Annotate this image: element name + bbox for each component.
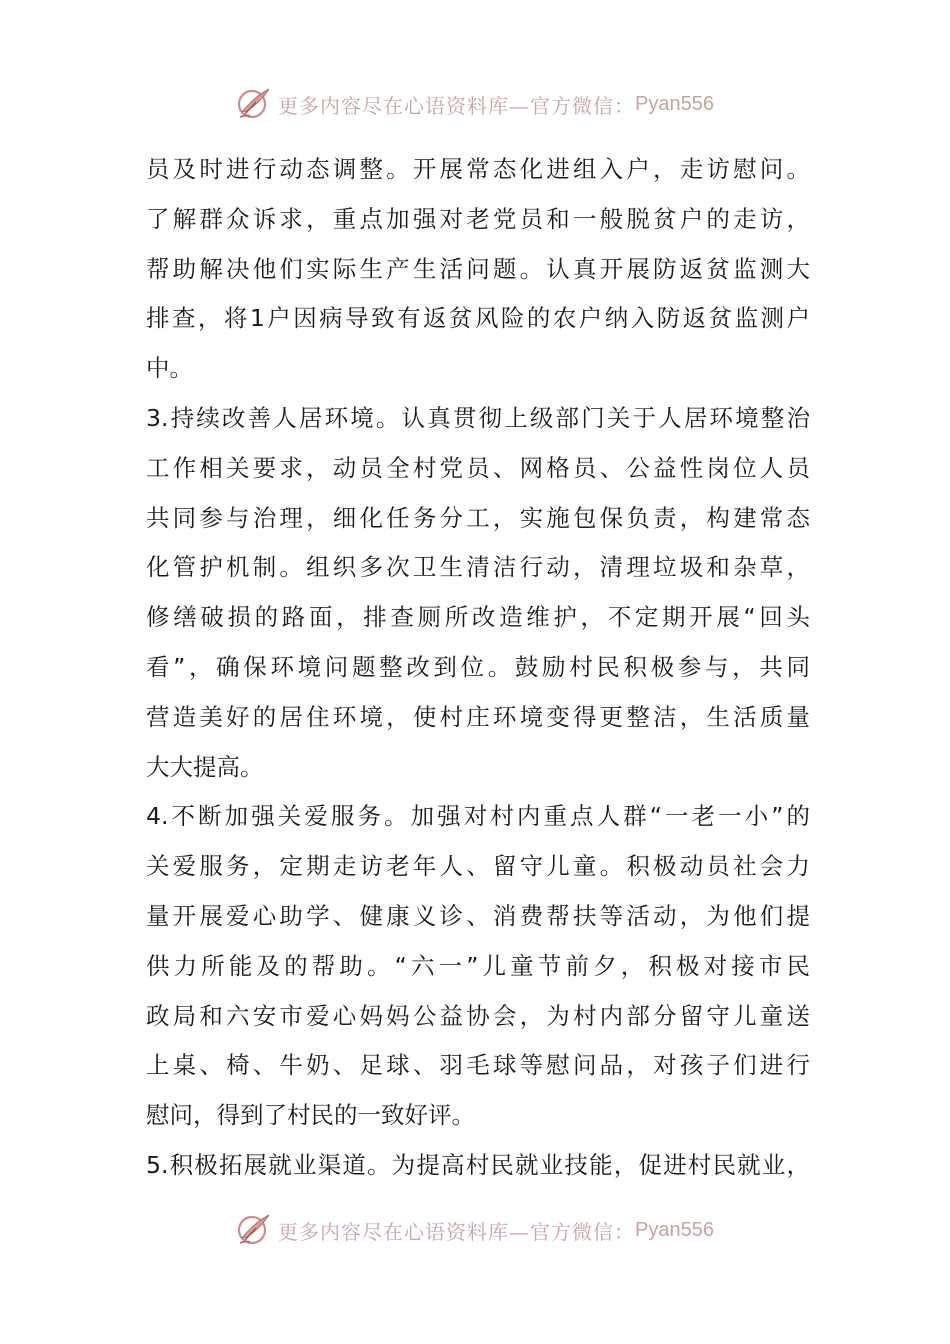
body-text xyxy=(146,145,810,1191)
footer-watermark xyxy=(0,1206,950,1254)
text-line: 修缮破损的路面，排查厕所改造维护，不定期开展“回头 xyxy=(146,603,810,632)
watermark-text: 更多内容尽在心语资料库—官方微信： xyxy=(278,1219,636,1244)
text-line: 营造美好的居住环境，使村庄环境变得更整洁，生活质量 xyxy=(146,702,810,731)
text-line: 5.积极拓展就业渠道。为提高村民就业技能，促进村民就业， xyxy=(146,1150,810,1179)
text-line: 慰问，得到了村民的一致好评。 xyxy=(146,1101,475,1130)
text-line: 排查，将1户因病导致有返贫风险的农户纳入防返贫监测户 xyxy=(146,304,810,333)
watermark-text: 更多内容尽在心语资料库—官方微信： xyxy=(278,93,636,118)
text-line: 政局和六安市爱心妈妈公益协会，为村内部分留守儿童送 xyxy=(146,1001,810,1030)
quill-logo-icon xyxy=(236,1212,272,1248)
text-line: 量开展爱心助学、健康义诊、消费帮扶等活动，为他们提 xyxy=(146,901,810,930)
text-line: 共同参与治理，细化任务分工，实施包保负责，构建常态 xyxy=(146,503,810,532)
text-line: 看”，确保环境问题整改到位。鼓励村民积极参与，共同 xyxy=(146,652,810,681)
text-line: 中。 xyxy=(146,354,193,383)
text-line: 员及时进行动态调整。开展常态化进组入户，走访慰问。 xyxy=(146,155,810,183)
header-watermark xyxy=(0,80,950,128)
watermark-wechat-id: Pyan556 xyxy=(635,1218,714,1241)
text-line: 3.持续改善人居环境。认真贯彻上级部门关于人居环境整治 xyxy=(146,403,810,432)
text-line: 帮助解决他们实际生产生活问题。认真开展防返贫监测大 xyxy=(146,254,810,283)
text-line: 化管护机制。组织多次卫生清洁行动，清理垃圾和杂草， xyxy=(146,553,810,582)
text-line: 上桌、椅、牛奶、足球、羽毛球等慰问品，对孩子们进行 xyxy=(146,1051,810,1080)
text-line: 关爱服务，定期走访老年人、留守儿童。积极动员社会力 xyxy=(146,852,810,881)
text-line: 工作相关要求，动员全村党员、网格员、公益性岗位人员 xyxy=(146,453,810,482)
quill-logo-icon xyxy=(236,86,272,122)
text-line: 供力所能及的帮助。“六一”儿童节前夕，积极对接市民 xyxy=(146,951,810,980)
watermark-wechat-id: Pyan556 xyxy=(635,92,714,115)
text-line: 4.不断加强关爱服务。加强对村内重点人群“一老一小”的 xyxy=(146,802,810,831)
text-line: 了解群众诉求，重点加强对老党员和一般脱贫户的走访， xyxy=(146,204,810,233)
text-line: 大大提高。 xyxy=(146,752,264,781)
